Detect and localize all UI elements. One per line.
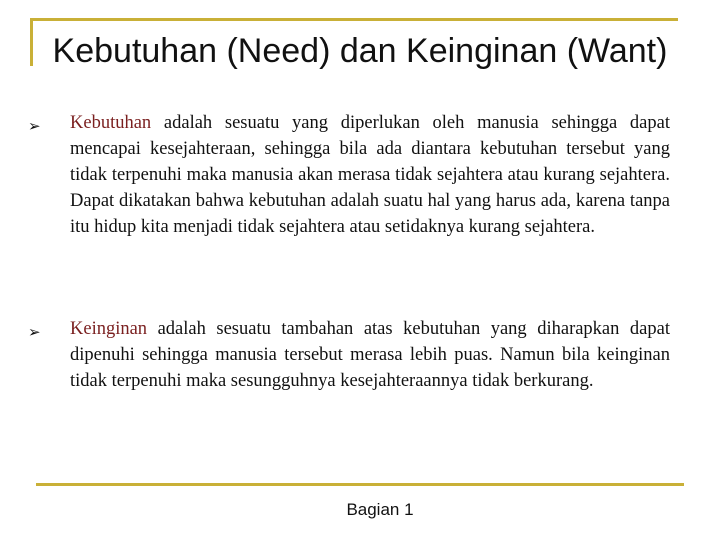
arrowhead-bullet-icon: ➢	[28, 117, 41, 135]
bullet-paragraph-kebutuhan	[70, 110, 670, 240]
footer-label: Bagian 1	[346, 500, 414, 519]
slide-frame-top-line	[30, 18, 678, 21]
arrowhead-bullet-icon: ➢	[28, 323, 41, 341]
bullet-text-kebutuhan: adalah sesuatu yang diperlukan oleh manusia sehingga dapat mencapai kesejahteraan, sehingga bila ada diantara kebutuhan tersebut yang tidak terpenuhi maka manusia akan merasa tidak sejahtera atau kurang sejahtera. Dapat dikatakan bahwa kebutuhan adalah suatu hal yang harus ada, karena tanpa itu hidup kita menjadi tidak sejahtera atau setidaknya kurang sejahtera.	[70, 113, 670, 237]
slide-frame-left-line	[30, 18, 33, 66]
slide-frame-bottom-line	[36, 483, 684, 486]
slide-title: Kebutuhan (Need) dan Keinginan (Want)	[52, 32, 668, 70]
bullet-text-keinginan: adalah sesuatu tambahan atas kebutuhan yang diharapkan dapat dipenuhi sehingga manusia tersebut merasa lebih puas. Namun bila keinginan tidak terpenuhi maka sesungguhnya kesejahteraannya tidak berkurang.	[70, 319, 670, 391]
keyword-kebutuhan: Kebutuhan	[70, 113, 152, 133]
keyword-keinginan: Keinginan	[70, 319, 148, 339]
bullet-paragraph-keinginan	[70, 316, 670, 394]
